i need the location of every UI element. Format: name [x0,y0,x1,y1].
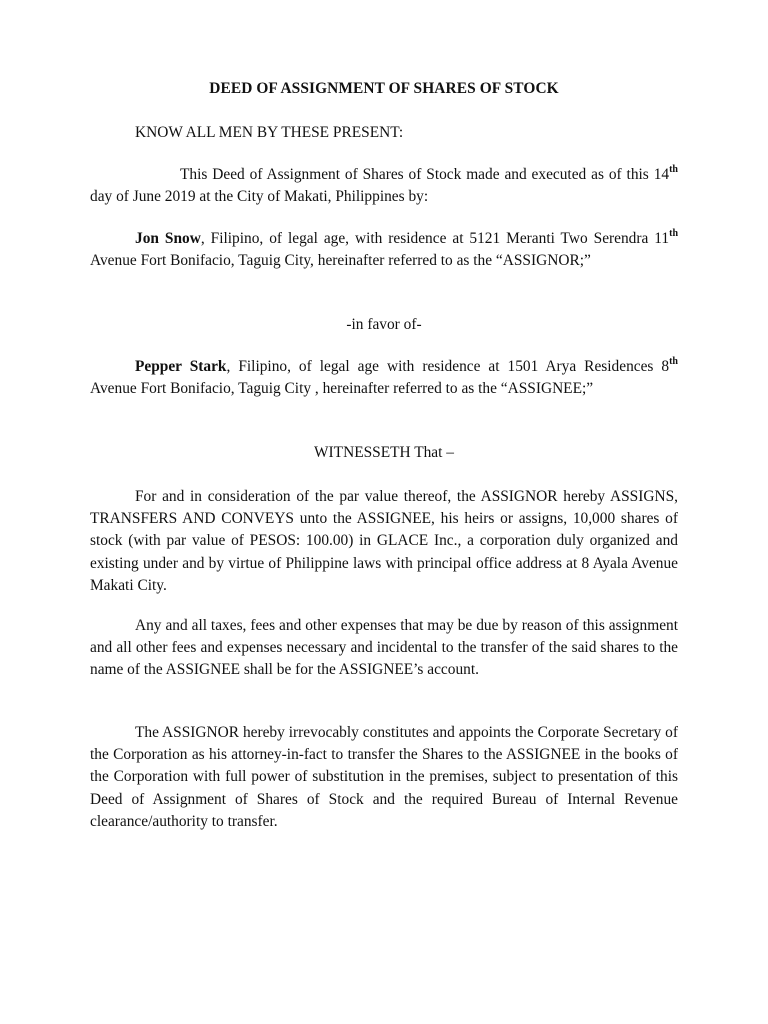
intro-ordinal-suffix: th [669,163,678,175]
assignor-text-end: Avenue Fort Bonifacio, Taguig City, hereinafter referred to as the “ASSIGNOR;” [90,252,591,270]
assignor-ordinal-suffix: th [669,227,679,239]
document-title: DEED OF ASSIGNMENT OF SHARES OF STOCK [209,80,559,97]
assignor-text-start: , Filipino, of legal age, with residence at 5121 Meranti Two Serendra 11 [200,230,670,247]
consideration-paragraph: For and in consideration of the par value thereof, the ASSIGNOR hereby ASSIGNS, TRANSFERS AND CONVEYS unto the ASSIGNEE, his heirs or assigns, 10,000 shares of stock (with par value of PESOS: 100.00) in GLACE Inc., a corporation duly organized and existing under and by virtue of Philippine laws with principal office address at 8 Ayala Avenue Makati City. [90,488,678,594]
witnesseth-heading: WITNESSETH That – [314,444,454,461]
assignee-text-end: Avenue Fort Bonifacio, Taguig City , hereinafter referred to as the “ASSIGNEE;” [90,380,594,398]
opening-line: KNOW ALL MEN BY THESE PRESENT: [135,124,404,141]
assignee-name: Pepper Stark [135,358,227,375]
in-favor-of-line: -in favor of- [346,316,422,333]
assignee-text-start: , Filipino, of legal age with residence at 1501 Arya Residences 8 [226,358,670,375]
attorney-in-fact-paragraph: The ASSIGNOR hereby irrevocably constitutes and appoints the Corporate Secretary of the Corporation as his attorney-in-fact to transfer the Shares to the ASSIGNEE in the books of the Corporation with full power of substitution in the premises, subject to presentation of this Deed of Assignment of Shares of Stock and the required Bureau of Internal Revenue clearance/authority to transfer. [90,724,678,830]
taxes-paragraph: Any and all taxes, fees and other expenses that may be due by reason of this assignment and all other fees and expenses necessary and incidental to the transfer of the said shares to the name of the ASSIGNEE shall be for the ASSIGNEE’s account. [90,617,678,679]
intro-text-start: This Deed of Assignment of Shares of Stock made and executed as of this 14 [180,166,670,183]
assignor-name: Jon Snow [135,230,201,247]
assignee-ordinal-suffix: th [669,355,678,367]
intro-paragraph [90,164,678,208]
assignor-paragraph [90,228,678,272]
intro-text-end: day of June 2019 at the City of Makati, Philippines by: [90,188,429,206]
assignee-paragraph [90,356,678,400]
